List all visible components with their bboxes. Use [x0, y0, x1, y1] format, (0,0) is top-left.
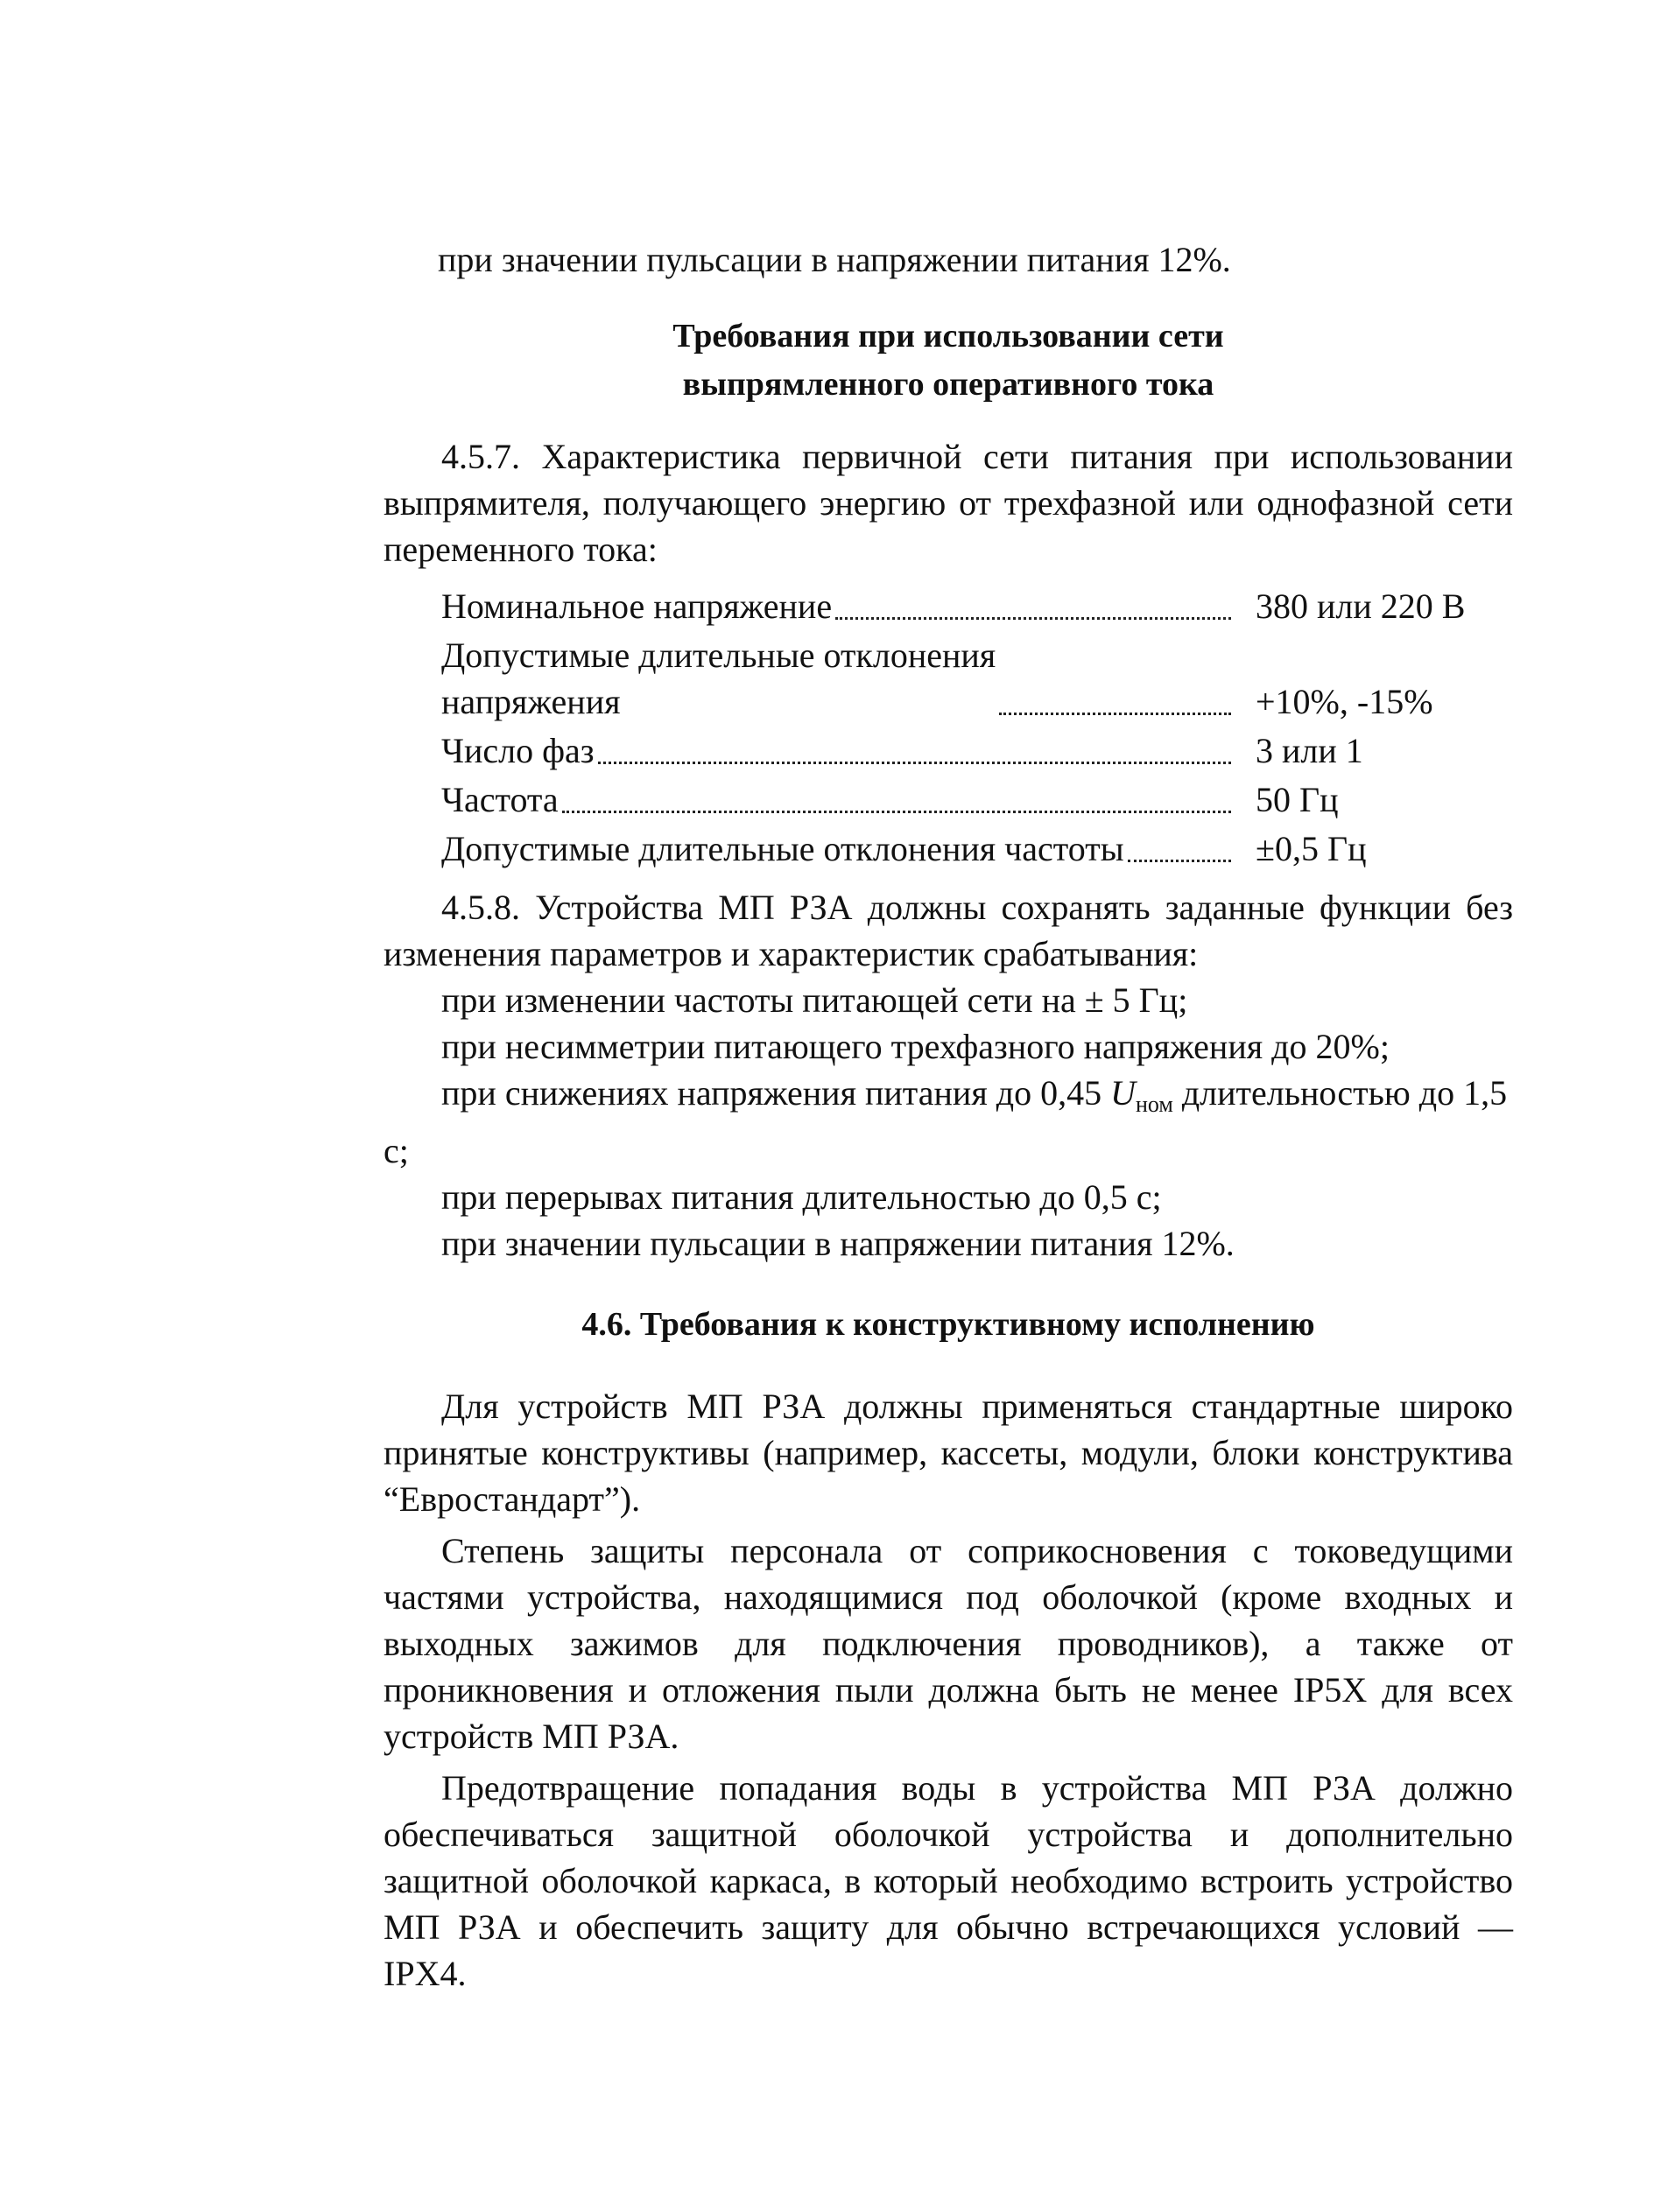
list-item-text: длительностью до 1,5 с;	[384, 1073, 1508, 1170]
spec-label: Частота	[441, 780, 559, 819]
spec-row	[441, 776, 1501, 823]
heading-line-2: выпрямленного оперативного тока	[682, 366, 1214, 403]
heading-line-1: Требования при использовании сети	[672, 318, 1224, 355]
dot-leader	[1128, 860, 1231, 862]
dot-leader	[999, 713, 1231, 715]
spec-row	[441, 727, 1501, 774]
spec-value: +10%, -15%	[1256, 682, 1433, 721]
paragraph-4-5-8: 4.5.8. Устройства МП РЗА должны сохранять заданные функции без изменения параметров и характеристик срабатывания:	[384, 888, 1513, 973]
list-item: при перерывах питания длительностью до 0,5 с;	[441, 1177, 1162, 1217]
spec-row	[441, 632, 1501, 725]
paragraph-design-3: Предотвращение попадания воды в устройства МП РЗА должно обеспечиваться защитной оболочкой устройства и дополнительно защитной оболочкой каркаса, в который необходимо встроить устройство МП РЗА и обеспечить защиту для обычно встречающихся условий — IPX4.	[384, 1768, 1513, 1993]
list-item: при изменении частоты питающей сети на ± 5 Гц;	[441, 980, 1188, 1020]
spec-row	[441, 825, 1501, 872]
spec-label: Допустимые длительные отклонения частоты	[441, 829, 1124, 868]
paragraph-design-2: Степень защиты персонала от соприкосновения с токоведущими частями устройства, находящимися под оболочкой (кроме входных и выходных зажимов для подключения проводников), а также от проникновения и отложения пыли должна быть не менее IP5X для всех устройств МП РЗА.	[384, 1531, 1513, 1756]
spec-value: 3 или 1	[1256, 731, 1363, 770]
spec-table	[441, 583, 1501, 872]
document-page	[384, 236, 1513, 1997]
paragraph-design-1: Для устройств МП РЗА должны применяться стандартные широко принятые конструктивы (например, кассеты, модули, блоки конструктива “Евростандарт”).	[384, 1387, 1513, 1519]
dot-leader	[562, 811, 1231, 813]
dot-leader	[835, 617, 1231, 620]
list-item	[384, 1070, 1513, 1174]
paragraph-4-5-7: 4.5.7. Характеристика первичной сети питания при использовании выпрямителя, получающего энергию от трехфазной или однофазной сети переменного тока:	[384, 437, 1513, 569]
voltage-symbol: U	[1110, 1073, 1136, 1113]
spec-value: 50 Гц	[1256, 780, 1339, 819]
spec-label-line1: Допустимые длительные отклонения	[441, 636, 996, 675]
spec-value: 380 или 220 В	[1256, 586, 1466, 626]
voltage-subscript: ном	[1135, 1092, 1173, 1117]
section-heading-4-6: 4.6. Требования к конструктивному исполнению	[581, 1306, 1315, 1343]
spec-label: Номинальное напряжение	[441, 586, 833, 626]
spec-value: ±0,5 Гц	[1256, 829, 1367, 868]
spec-label: напряжения	[441, 682, 621, 721]
intro-line: при значении пульсации в напряжении питания 12%.	[438, 240, 1231, 279]
list-item: при значении пульсации в напряжении питания 12%.	[441, 1224, 1235, 1263]
list-item-text: при снижениях напряжения питания до 0,45	[441, 1073, 1111, 1113]
dot-leader	[598, 762, 1231, 764]
heading-rectified-current	[384, 312, 1513, 409]
spec-label: Число фаз	[441, 731, 595, 770]
list-item: при несимметрии питающего трехфазного напряжения до 20%;	[441, 1027, 1390, 1066]
spec-row	[441, 583, 1501, 629]
